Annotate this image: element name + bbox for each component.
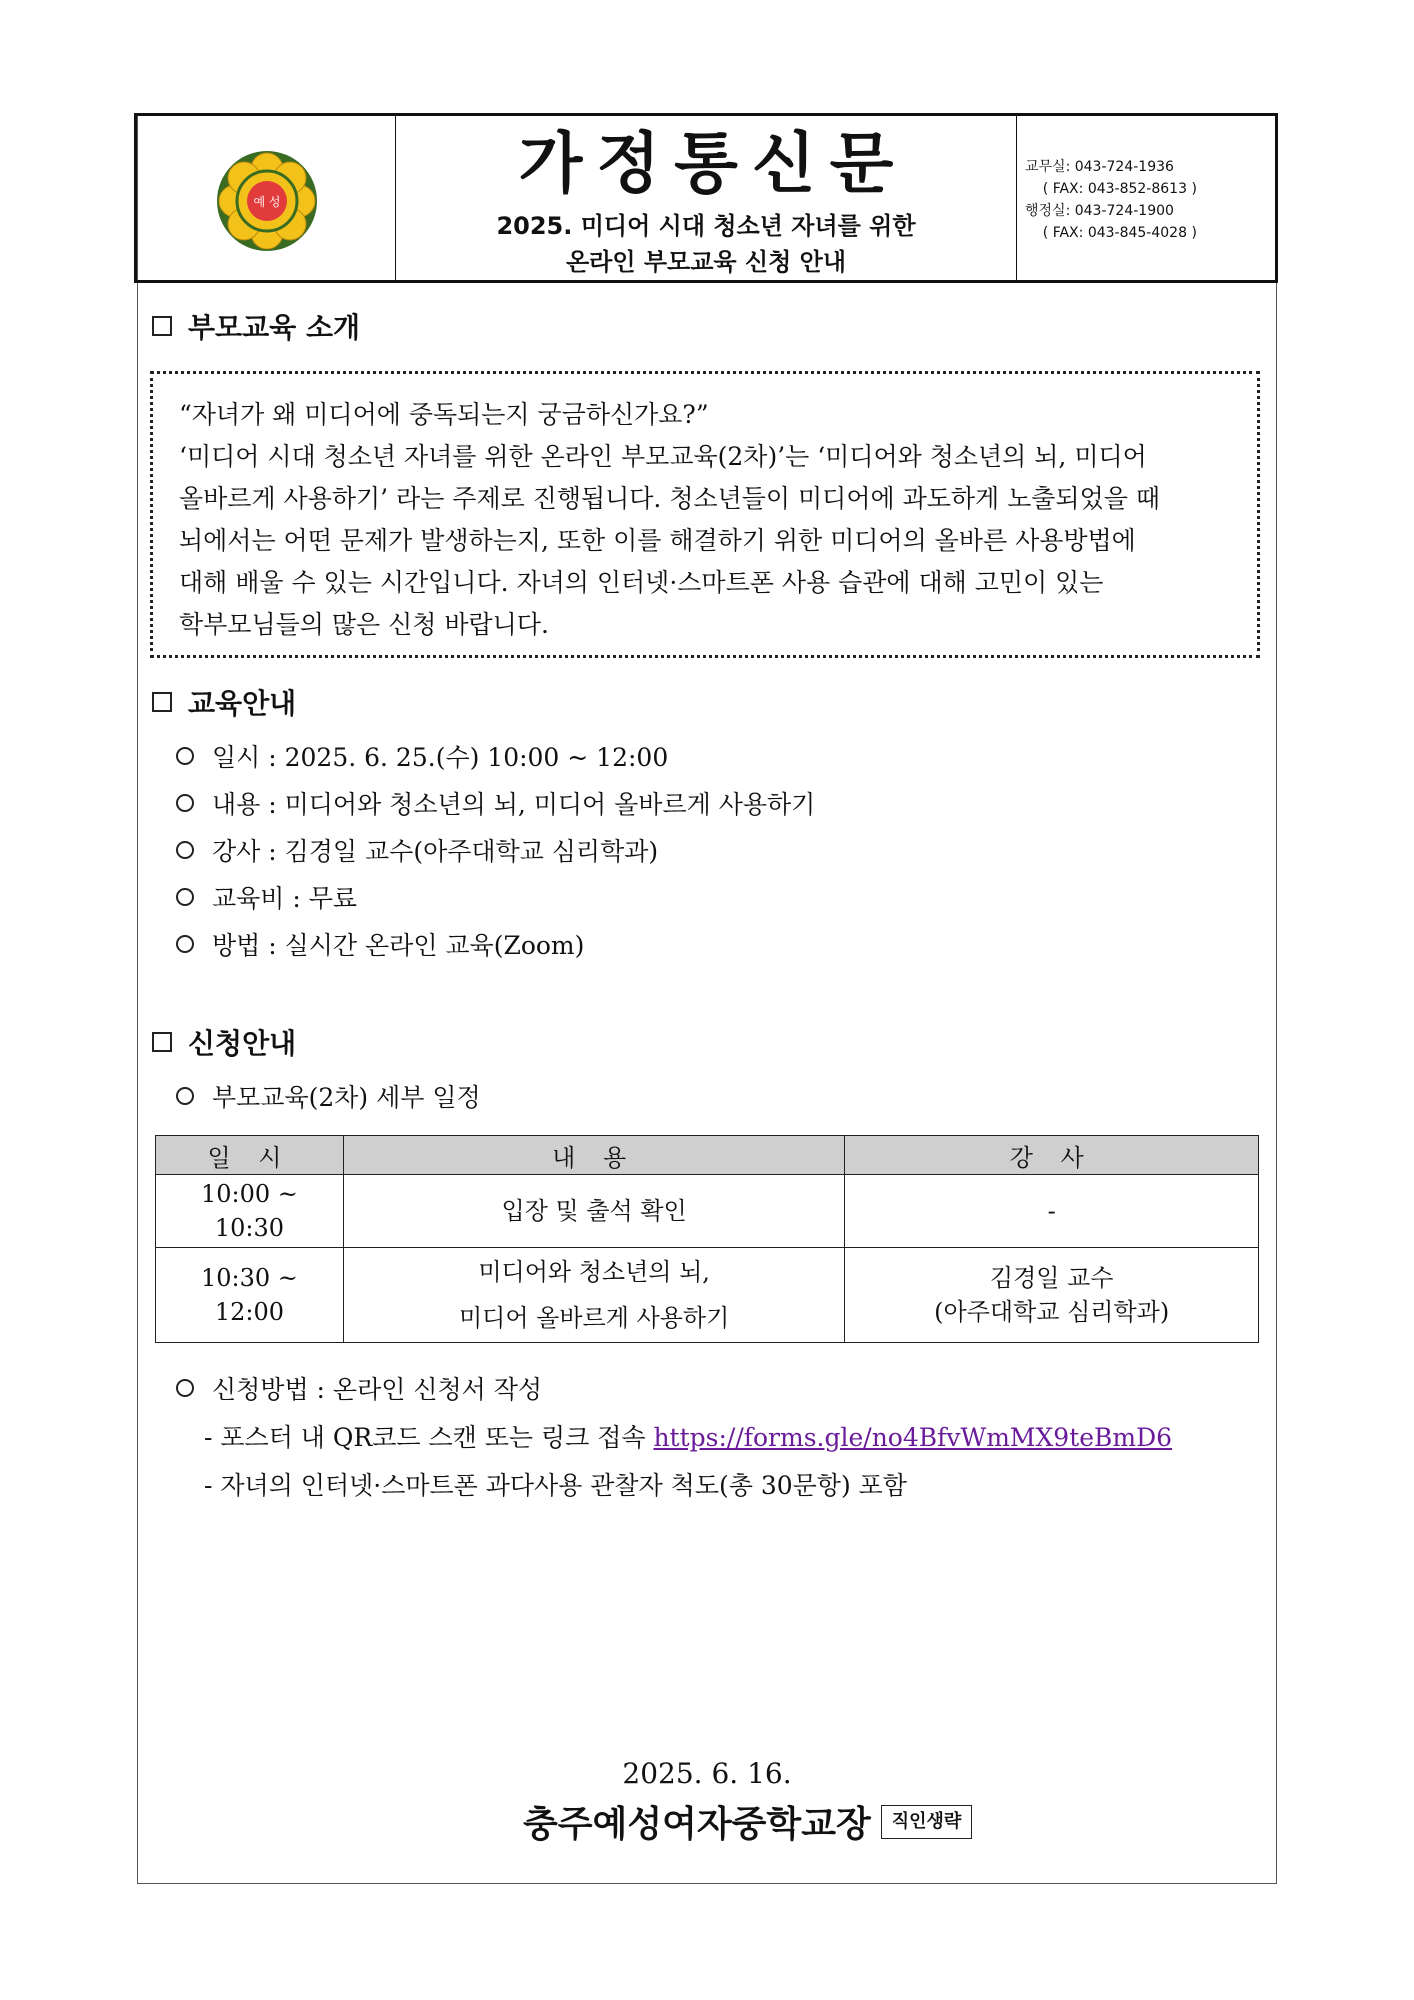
section-heading-text: 교육안내 xyxy=(188,687,297,720)
section-heading-apply xyxy=(152,1022,296,1062)
circle-bullet-icon xyxy=(176,747,194,765)
seal-box: 직인생략 xyxy=(881,1805,973,1839)
schedule-label xyxy=(176,1078,481,1114)
circle-bullet-icon xyxy=(176,1087,194,1105)
cell-text: 김경일 교수 xyxy=(989,1264,1114,1292)
logo-cell xyxy=(137,116,396,280)
circle-bullet-icon xyxy=(176,935,194,953)
cell-text: 10:30 xyxy=(214,1214,285,1242)
section-heading-text: 신청안내 xyxy=(188,1027,297,1060)
checkbox-square-icon xyxy=(152,316,172,336)
cell-text: 미디어와 청소년의 뇌, xyxy=(478,1258,710,1286)
table-header-time: 일 시 xyxy=(156,1136,344,1175)
signature-block xyxy=(523,1796,972,1847)
contact-line: 교무실: 043-724-1936 xyxy=(1025,159,1174,175)
form-link[interactable]: https://forms.gle/no4BfvWmMX9teBmD6 xyxy=(653,1423,1173,1452)
edu-item-text: 방법 : 실시간 온라인 교육(Zoom) xyxy=(212,931,585,960)
intro-line: 학부모님들의 많은 신청 바랍니다. xyxy=(179,610,549,639)
school-emblem-icon xyxy=(215,149,319,253)
cell-text: - xyxy=(1047,1197,1056,1225)
apply-sub-text: - 포스터 내 QR코드 스캔 또는 링크 접속 xyxy=(204,1423,654,1452)
cell-text: 미디어 올바르게 사용하기 xyxy=(458,1304,730,1332)
table-row xyxy=(156,1248,1259,1343)
edu-item-text: 강사 : 김경일 교수(아주대학교 심리학과) xyxy=(212,837,659,866)
cell-text: 입장 및 출석 확인 xyxy=(501,1197,687,1225)
checkbox-square-icon xyxy=(152,692,172,712)
section-heading-intro xyxy=(152,306,360,346)
cell-text: 10:00 ~ xyxy=(200,1180,298,1208)
table-header-lecturer: 강 사 xyxy=(845,1136,1259,1175)
table-header-content: 내 용 xyxy=(343,1136,845,1175)
cell-text: 10:30 ~ xyxy=(200,1264,298,1292)
edu-item-text: 내용 : 미디어와 청소년의 뇌, 미디어 올바르게 사용하기 xyxy=(212,790,816,819)
cell-content xyxy=(343,1175,845,1248)
checkbox-square-icon xyxy=(152,1032,172,1052)
cell-lecturer xyxy=(845,1248,1259,1343)
contact-line: ( FAX: 043-852-8613 ) xyxy=(1025,181,1197,197)
intro-line: 대해 배울 수 있는 시간입니다. 자녀의 인터넷·스마트폰 사용 습관에 대해 고민이 있는 xyxy=(179,568,1104,597)
edu-item-text: 일시 : 2025. 6. 25.(수) 10:00 ~ 12:00 xyxy=(212,743,669,772)
schedule-label-text: 부모교육(2차) 세부 일정 xyxy=(212,1083,481,1112)
signer-name: 충주예성여자중학교장 xyxy=(523,1804,871,1845)
contact-info xyxy=(1017,116,1275,280)
cell-lecturer xyxy=(845,1175,1259,1248)
circle-bullet-icon xyxy=(176,794,194,812)
apply-method xyxy=(176,1370,542,1406)
page-title: 가정통신문 xyxy=(518,125,908,202)
subtitle-line-2: 온라인 부모교육 신청 안내 xyxy=(565,248,847,276)
circle-bullet-icon xyxy=(176,888,194,906)
table-row xyxy=(156,1175,1259,1248)
edu-item-text: 교육비 : 무료 xyxy=(212,884,358,913)
cell-time xyxy=(156,1248,344,1343)
intro-line: 올바르게 사용하기’ 라는 주제로 진행됩니다. 청소년들이 미디어에 과도하게 노출되었을 때 xyxy=(179,484,1160,513)
cell-content xyxy=(343,1248,845,1343)
edu-item-lecturer xyxy=(176,832,658,868)
apply-sub-link xyxy=(204,1418,1172,1454)
section-heading-edu xyxy=(152,682,296,722)
apply-method-text: 신청방법 : 온라인 신청서 작성 xyxy=(212,1375,543,1404)
schedule-table xyxy=(155,1135,1259,1343)
circle-bullet-icon xyxy=(176,841,194,859)
cell-text: 12:00 xyxy=(214,1298,285,1326)
intro-line: 뇌에서는 어떤 문제가 발생하는지, 또한 이를 해결하기 위한 미디어의 올바른 사용방법에 xyxy=(179,526,1136,555)
logo-text: 예 성 xyxy=(253,195,281,209)
circle-bullet-icon xyxy=(176,1379,194,1397)
contact-line: 행정실: 043-724-1900 xyxy=(1025,203,1174,219)
edu-item-content xyxy=(176,785,815,821)
cell-time xyxy=(156,1175,344,1248)
apply-sub-text: - 자녀의 인터넷·스마트폰 과다사용 관찰자 척도(총 30문항) 포함 xyxy=(204,1471,907,1500)
cell-text: (아주대학교 심리학과) xyxy=(934,1298,1170,1326)
issue-date: 2025. 6. 16. xyxy=(622,1757,792,1790)
contact-line: ( FAX: 043-845-4028 ) xyxy=(1025,225,1197,241)
edu-item-fee xyxy=(176,879,357,915)
section-heading-text: 부모교육 소개 xyxy=(188,311,361,344)
edu-item-method xyxy=(176,926,584,962)
intro-line: ‘미디어 시대 청소년 자녀를 위한 온라인 부모교육(2차)’는 ‘미디어와 청소년의 뇌, 미디어 xyxy=(179,442,1147,471)
title-cell xyxy=(396,116,1017,280)
edu-item-date xyxy=(176,738,668,774)
document-header xyxy=(134,113,1278,283)
intro-line: “자녀가 왜 미디어에 중독되는지 궁금하신가요?” xyxy=(179,400,709,429)
intro-text-box xyxy=(150,371,1260,658)
subtitle-line-1: 2025. 미디어 시대 청소년 자녀를 위한 xyxy=(496,212,916,240)
apply-sub-scale xyxy=(204,1466,907,1502)
